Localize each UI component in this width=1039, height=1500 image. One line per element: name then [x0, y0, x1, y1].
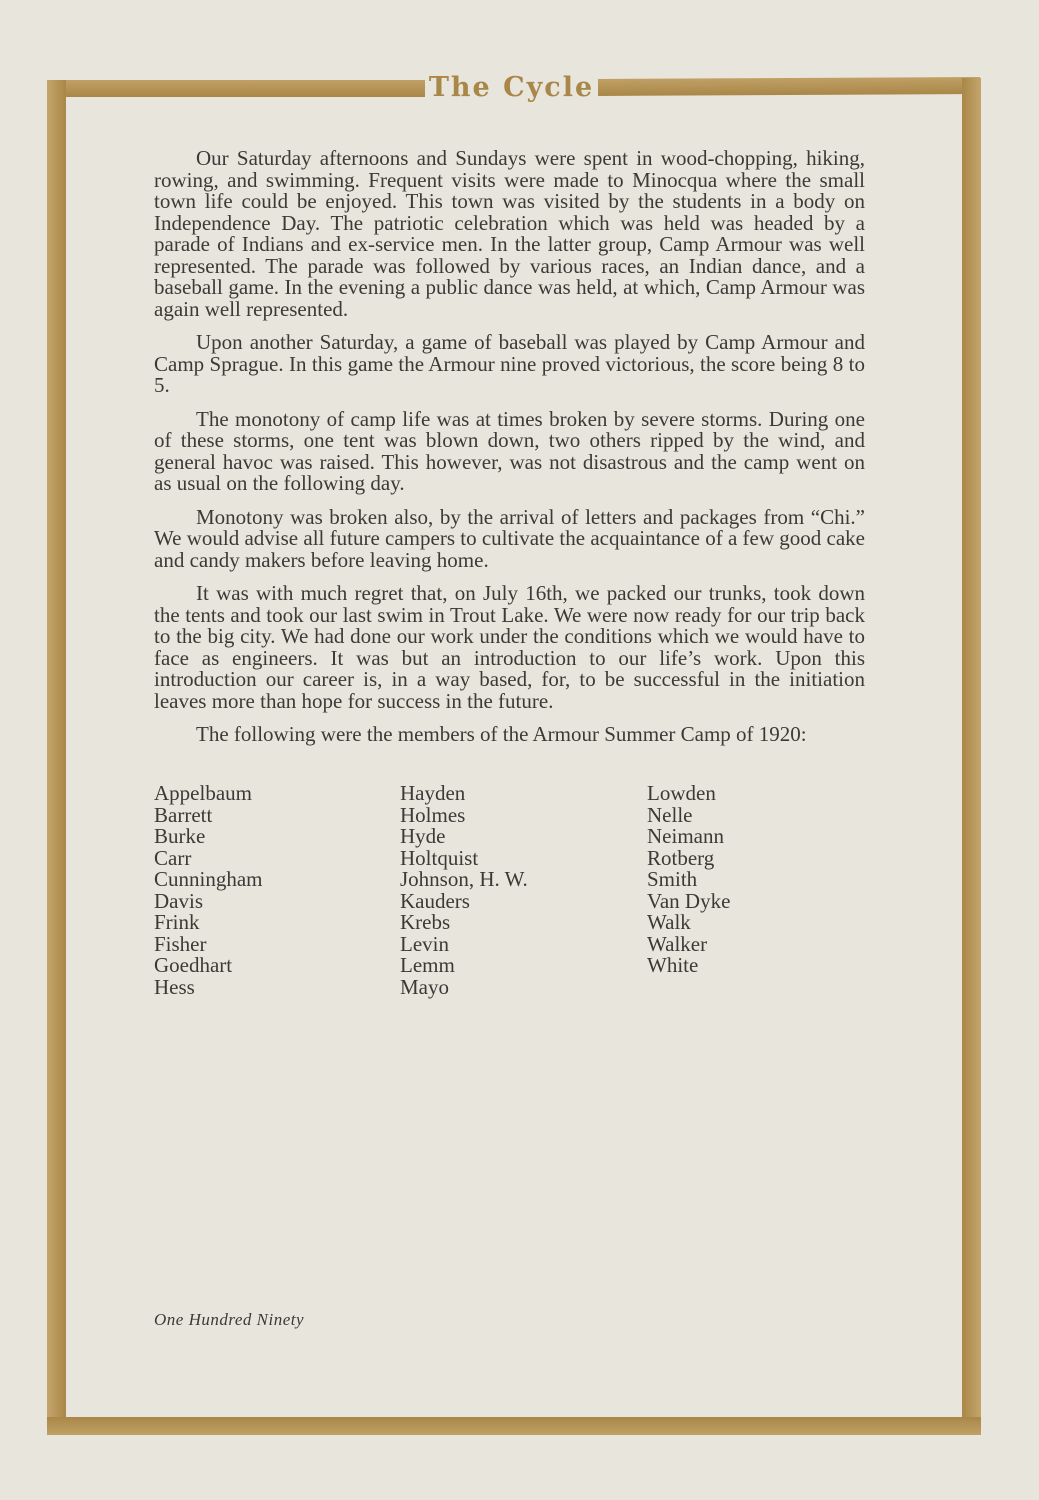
frame-bottom-border: [47, 1417, 981, 1435]
frame-left-border: [47, 80, 66, 1435]
member-name: Barrett: [154, 802, 213, 827]
member-name: Hayden: [400, 781, 466, 805]
member-name: Frink: [154, 910, 200, 934]
member-name: Walk: [647, 910, 691, 934]
member-name: Hess: [154, 974, 195, 999]
member-name: Walker: [647, 931, 708, 956]
member-name: Rotberg: [647, 845, 715, 870]
member-name: Levin: [400, 931, 449, 956]
paragraph-1: Our Saturday afternoons and Sundays were spent in wood-chopping, hiking, rowing, and swimming. Frequent visits were made to Minocqua where the small town life could be enjoyed. This town was visited by the students in a body on Independence Day. The patriotic celebration which was held was headed by a parade of Indians and ex-service men. In the latter group, Camp Armour was well represented. The parade was followed by various races, an Indian dance, and a baseball game. In the evening a public dance was held, at which, Camp Armour was again well represented.: [154, 146, 865, 321]
member-name: Cunningham: [154, 867, 263, 891]
member-name: Goedhart: [154, 953, 233, 977]
member-name: Kauders: [400, 888, 470, 913]
paragraph-4: Monotony was broken also, by the arrival of letters and packages from “Chi.” We would advise all future campers to cultivate the acquaintance of a few good cake and candy makers before leaving home.: [154, 504, 865, 572]
member-name: Van Dyke: [647, 888, 731, 913]
member-name: Smith: [647, 867, 698, 891]
member-name: Hyde: [400, 824, 446, 848]
page-number-label: One Hundred Ninety: [154, 1310, 305, 1329]
running-header-title: The Cycle: [428, 72, 595, 103]
frame-right-border: [962, 78, 981, 1434]
member-name: Burke: [154, 824, 206, 848]
member-name: Carr: [154, 845, 192, 870]
member-name: Davis: [154, 888, 203, 913]
member-name: White: [647, 953, 699, 977]
paragraph-3: The monotony of camp life was at times broken by severe storms. During one of these storms, one tent was blown down, two others ripped by the wind, and general havoc was raised. This however, was not disastrous and the camp went on as usual on the following day.: [154, 406, 865, 495]
body-text: [154, 148, 865, 758]
member-name: Krebs: [400, 910, 451, 934]
member-name: Johnson, H. W.: [400, 867, 528, 891]
member-name: Fisher: [154, 931, 207, 956]
member-name: Lowden: [647, 781, 716, 805]
frame-top-left-border: [47, 80, 425, 97]
paragraph-6: The following were the members of the Armour Summer Camp of 1920:: [196, 722, 807, 746]
member-column-1: [154, 783, 263, 998]
paragraph-2: Upon another Saturday, a game of baseball was played by Camp Armour and Camp Sprague. In this game the Armour nine proved victorious, the score being 8 to 5.: [154, 330, 865, 397]
member-column-3: [647, 783, 730, 977]
member-name: Lemm: [400, 953, 455, 977]
member-name: Appelbaum: [154, 781, 252, 805]
member-name: Nelle: [647, 802, 693, 827]
member-name: Neimann: [647, 824, 724, 848]
frame-top-right-border: [598, 77, 980, 96]
member-column-2: [400, 783, 528, 998]
member-name: Mayo: [400, 974, 449, 999]
member-name: Holmes: [400, 802, 466, 827]
member-name: Holtquist: [400, 845, 479, 870]
paragraph-5: It was with much regret that, on July 16th, we packed our trunks, took down the tents and took our last swim in Trout Lake. We were now ready for our trip back to the big city. We had done our work under the conditions which we would have to face as engineers. It was but an introduction to our life’s work. Upon this introduction our career is, in a way based, for, to be successful in the initiation leaves more than hope for success in the future.: [154, 581, 865, 713]
